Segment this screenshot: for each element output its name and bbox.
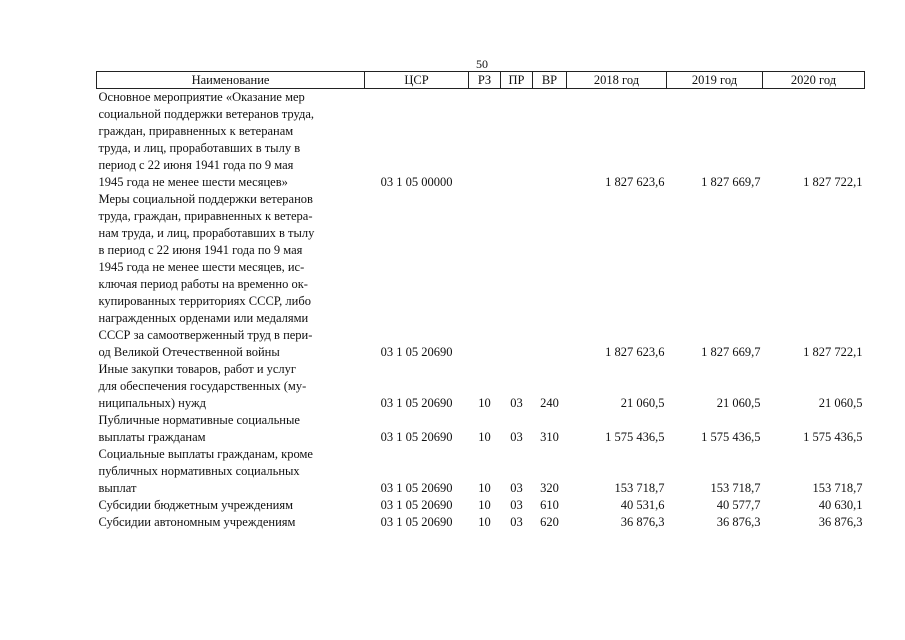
cell-pr: 03 [510, 515, 523, 529]
name-line: Субсидии бюджетным учреждениям [98, 498, 294, 512]
cell-y2018: 1 827 623,6 [605, 175, 665, 189]
cell-y2020: 1 827 722,1 [803, 175, 863, 189]
cell-name [97, 412, 365, 446]
cell-y2020: 1 575 436,5 [803, 430, 863, 444]
header-2020: 2020 год [763, 72, 865, 89]
name-line: в период с 22 июня 1941 года по 9 мая [98, 243, 303, 257]
name-line: 1945 года не менее шести месяцев, ис- [98, 260, 305, 274]
header-name: Наименование [97, 72, 365, 89]
cell-csr: 03 1 05 20690 [380, 481, 453, 495]
cell-csr: 03 1 05 00000 [380, 175, 453, 189]
name-line: награжденных орденами или медалями [98, 311, 309, 325]
header-2019: 2019 год [667, 72, 763, 89]
name-line: ниципальных) нужд [98, 396, 206, 410]
cell-y2020: 40 630,1 [818, 498, 863, 512]
name-line: ключая период работы на временно ок- [98, 277, 308, 291]
header-csr: ЦСР [365, 72, 469, 89]
table-row [97, 89, 865, 192]
cell-pr [501, 89, 533, 192]
name-line: Субсидии автономным учреждениям [98, 515, 296, 529]
name-line: публичных нормативных социальных [98, 464, 300, 478]
name-line: купированных территориях СССР, либо [98, 294, 311, 308]
name-line: для обеспечения государственных (му- [98, 379, 307, 393]
cell-y2020: 153 718,7 [812, 481, 863, 495]
cell-csr: 03 1 05 20690 [380, 515, 453, 529]
cell-y2018: 1 827 623,6 [605, 345, 665, 359]
table-row [97, 497, 865, 514]
cell-y2018: 36 876,3 [620, 515, 665, 529]
cell-name [97, 497, 365, 514]
cell-vr [533, 89, 567, 192]
cell-y2018: 153 718,7 [614, 481, 665, 495]
name-line: Основное мероприятие «Оказание мер [98, 90, 305, 104]
cell-y2019: 1 575 436,5 [701, 430, 761, 444]
cell-vr: 610 [540, 498, 559, 512]
cell-vr: 310 [540, 430, 559, 444]
cell-y2020: 1 827 722,1 [803, 345, 863, 359]
cell-y2020: 21 060,5 [818, 396, 863, 410]
cell-name [97, 89, 365, 192]
cell-rz [469, 191, 501, 361]
cell-rz: 10 [478, 481, 491, 495]
cell-name [97, 361, 365, 412]
cell-vr [533, 191, 567, 361]
name-line: Публичные нормативные социальные [98, 413, 300, 427]
cell-pr [501, 191, 533, 361]
header-vr: ВР [533, 72, 567, 89]
cell-vr: 620 [540, 515, 559, 529]
cell-y2019: 1 827 669,7 [701, 345, 761, 359]
table-row [97, 514, 865, 531]
cell-csr: 03 1 05 20690 [380, 498, 453, 512]
name-line: выплат [98, 481, 137, 495]
name-line: нам труда, и лиц, проработавших в тылу [98, 226, 315, 240]
name-line: труда, граждан, приравненных к ветера- [98, 209, 313, 223]
header-2018: 2018 год [567, 72, 667, 89]
name-line: Иные закупки товаров, работ и услуг [98, 362, 297, 376]
cell-csr: 03 1 05 20690 [380, 430, 453, 444]
cell-csr: 03 1 05 20690 [380, 345, 453, 359]
cell-rz [469, 89, 501, 192]
cell-name [97, 446, 365, 497]
cell-y2018: 1 575 436,5 [605, 430, 665, 444]
name-line: выплаты гражданам [98, 430, 206, 444]
cell-y2019: 21 060,5 [716, 396, 761, 410]
table-row [97, 191, 865, 361]
table-row [97, 361, 865, 412]
name-line: од Великой Отечественной войны [98, 345, 280, 359]
name-line: труда, и лиц, проработавших в тылу в [98, 141, 301, 155]
budget-table [96, 71, 865, 531]
table-row [97, 446, 865, 497]
cell-name [97, 191, 365, 361]
header-pr: ПР [501, 72, 533, 89]
cell-vr: 320 [540, 481, 559, 495]
cell-rz: 10 [478, 430, 491, 444]
cell-y2019: 153 718,7 [710, 481, 761, 495]
page-number: 50 [476, 57, 488, 71]
cell-y2018: 21 060,5 [620, 396, 665, 410]
cell-pr: 03 [510, 481, 523, 495]
cell-y2019: 1 827 669,7 [701, 175, 761, 189]
cell-rz: 10 [478, 515, 491, 529]
cell-pr: 03 [510, 396, 523, 410]
cell-pr: 03 [510, 430, 523, 444]
cell-csr: 03 1 05 20690 [380, 396, 453, 410]
name-line: граждан, приравненных к ветеранам [98, 124, 294, 138]
cell-name [97, 514, 365, 531]
name-line: Меры социальной поддержки ветеранов [98, 192, 313, 206]
name-line: социальной поддержки ветеранов труда, [98, 107, 314, 121]
cell-rz: 10 [478, 396, 491, 410]
header-rz: РЗ [469, 72, 501, 89]
name-line: 1945 года не менее шести месяцев» [98, 175, 288, 189]
name-line: Социальные выплаты гражданам, кроме [98, 447, 313, 461]
cell-rz: 10 [478, 498, 491, 512]
cell-y2019: 40 577,7 [716, 498, 761, 512]
name-line: период с 22 июня 1941 года по 9 мая [98, 158, 294, 172]
cell-vr: 240 [540, 396, 559, 410]
name-line: СССР за самоотверженный труд в пери- [98, 328, 313, 342]
cell-pr: 03 [510, 498, 523, 512]
cell-y2020: 36 876,3 [818, 515, 863, 529]
table-body [97, 89, 865, 532]
cell-y2018: 40 531,6 [620, 498, 665, 512]
table-header-row [97, 72, 865, 89]
cell-y2019: 36 876,3 [716, 515, 761, 529]
table-row [97, 412, 865, 446]
